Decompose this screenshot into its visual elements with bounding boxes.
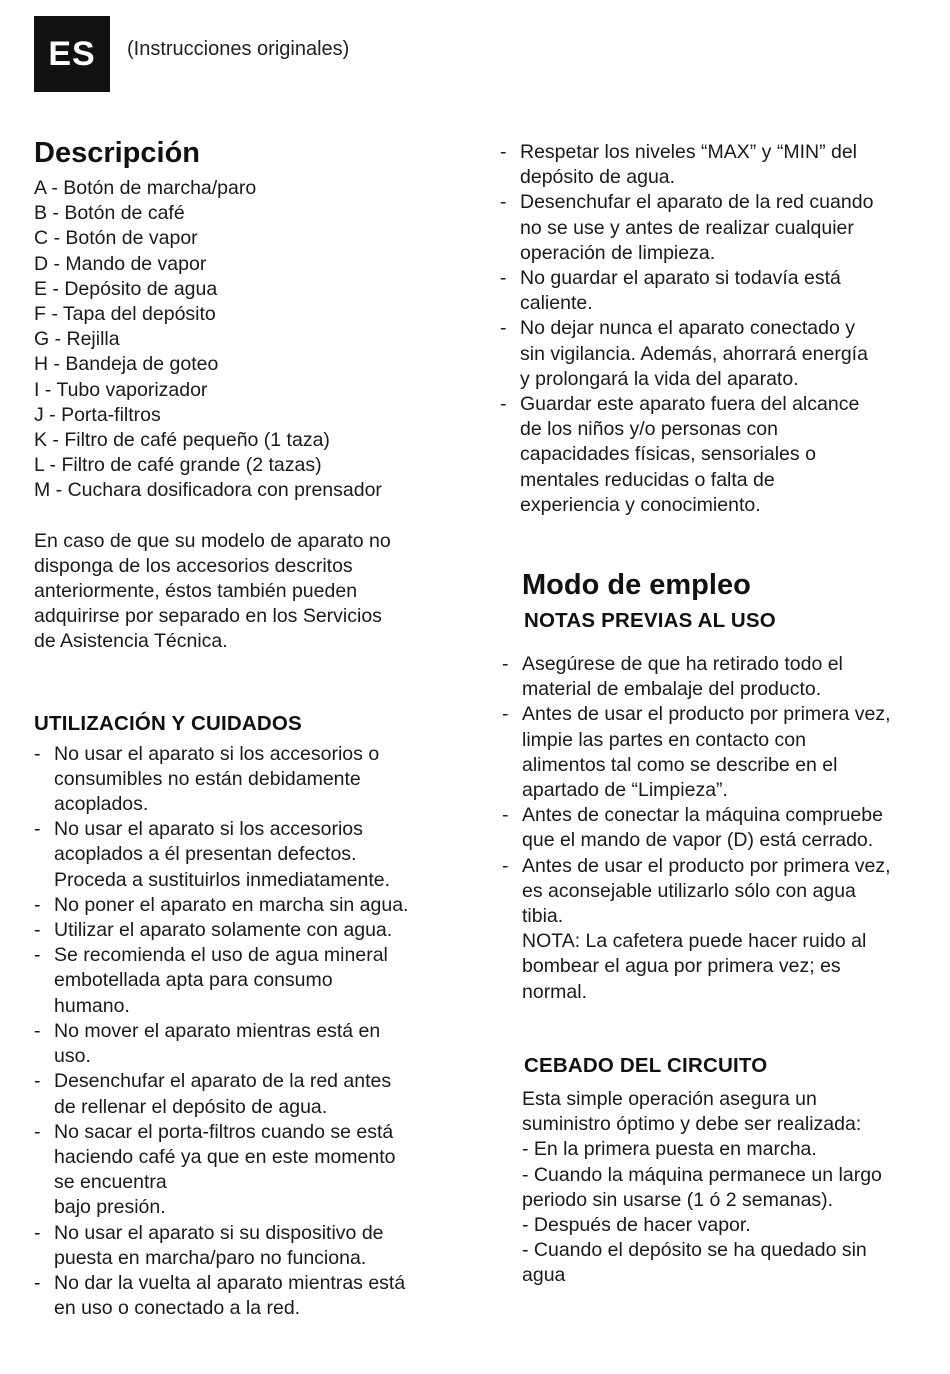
- bullet-line: No sacar el porta-filtros cuando se está: [54, 1120, 394, 1143]
- bullet-line: Antes de usar el producto por primera vez,: [522, 703, 891, 726]
- cebado-line: agua: [522, 1264, 566, 1287]
- bullet-line: bombear el agua por primera vez; es: [522, 955, 841, 978]
- bullet-item: [34, 1019, 474, 1069]
- cebado-title: CEBADO DEL CIRCUITO: [524, 1053, 768, 1077]
- language-code: ES: [48, 34, 96, 73]
- bullet-dash: -: [500, 393, 507, 416]
- bullet-item: [500, 316, 940, 392]
- part-item: A - Botón de marcha/paro: [34, 177, 257, 199]
- bullet-line: embotellada apta para consumo: [54, 969, 333, 992]
- bullet-dash: -: [34, 742, 41, 765]
- bullet-dash: -: [34, 1271, 41, 1294]
- bullet-line: Antes de usar el producto por primera vez,: [522, 854, 891, 877]
- bullet-item: [34, 1221, 474, 1271]
- bullet-line: Desenchufar el aparato de la red antes: [54, 1070, 392, 1093]
- bullet-line: y prolongará la vida del aparato.: [520, 367, 799, 390]
- cebado-line: suministro óptimo y debe ser realizada:: [522, 1113, 862, 1136]
- bullet-line: de rellenar el depósito de agua.: [54, 1095, 328, 1118]
- bullet-dash: -: [502, 653, 509, 676]
- bullet-item: [34, 918, 474, 943]
- bullet-item: [34, 1271, 474, 1321]
- bullet-dash: -: [34, 944, 41, 967]
- right-column: [500, 140, 940, 1289]
- parts-list: [34, 176, 474, 504]
- bullet-dash: -: [34, 1070, 41, 1093]
- bullet-line: normal.: [522, 980, 588, 1003]
- bullet-line: Guardar este aparato fuera del alcance: [520, 393, 860, 416]
- note-line: adquirirse por separado en los Servicios: [34, 605, 382, 628]
- bullet-dash: -: [34, 1221, 41, 1244]
- cebado-line: periodo sin usarse (1 ó 2 semanas).: [522, 1188, 834, 1211]
- left-column: [34, 130, 474, 1321]
- bullet-item: [502, 652, 940, 702]
- note-line: En caso de que su modelo de aparato no: [34, 529, 391, 552]
- bullet-line: de los niños y/o personas con: [520, 418, 778, 441]
- bullet-line: en uso o conectado a la red.: [54, 1297, 301, 1320]
- part-item: D - Mando de vapor: [34, 252, 207, 275]
- part-item: F - Tapa del depósito: [34, 303, 216, 326]
- bullet-line: Se recomienda el uso de agua mineral: [54, 944, 388, 967]
- bullet-item: [500, 190, 940, 266]
- cebado-line: - Cuando el depósito se ha quedado sin: [522, 1239, 867, 1262]
- bullet-line: operación de limpieza.: [520, 241, 716, 264]
- note-line: de Asistencia Técnica.: [34, 630, 228, 653]
- bullet-line: no se use y antes de realizar cualquier: [520, 216, 854, 239]
- part-item: K - Filtro de café pequeño (1 taza): [34, 429, 330, 452]
- accessories-note: [34, 529, 474, 655]
- bullet-dash: -: [34, 1120, 41, 1143]
- cebado-line: - Después de hacer vapor.: [522, 1213, 751, 1236]
- bullet-item: [34, 943, 474, 1019]
- cebado-line: - En la primera puesta en marcha.: [522, 1138, 817, 1161]
- bullet-line: No mover el aparato mientras está en: [54, 1019, 381, 1042]
- bullet-line: es aconsejable utilizarlo sólo con agua: [522, 879, 856, 902]
- bullet-item: [34, 1120, 474, 1221]
- notas-list: [500, 652, 940, 1005]
- utilizacion-list: [34, 742, 474, 1322]
- notas-title: NOTAS PREVIAS AL USO: [524, 609, 776, 633]
- bullet-line: Desenchufar el aparato de la red cuando: [520, 191, 874, 214]
- bullet-dash: -: [502, 703, 509, 726]
- bullet-line: caliente.: [520, 292, 593, 315]
- bullet-line: que el mando de vapor (D) está cerrado.: [522, 829, 874, 852]
- bullet-item: [34, 1069, 474, 1119]
- bullet-line: apartado de “Limpieza”.: [522, 779, 728, 802]
- bullet-item: [34, 893, 474, 918]
- part-item: J - Porta-filtros: [34, 403, 161, 426]
- part-item: E - Depósito de agua: [34, 277, 218, 300]
- part-item: C - Botón de vapor: [34, 227, 198, 250]
- bullet-line: experiencia y conocimiento.: [520, 493, 761, 516]
- bullet-dash: -: [500, 267, 507, 290]
- bullet-item: [500, 140, 940, 190]
- bullet-line: No usar el aparato si los accesorios: [54, 818, 363, 841]
- part-item: M - Cuchara dosificadora con prensador: [34, 479, 382, 502]
- bullet-line: Proceda a sustituirlos inmediatamente.: [54, 868, 391, 891]
- bullet-line: No usar el aparato si los accesorios o: [54, 742, 380, 765]
- bullet-line: depósito de agua.: [520, 166, 676, 189]
- bullet-line: sin vigilancia. Además, ahorrará energía: [520, 342, 868, 365]
- cebado-text: [500, 1087, 940, 1289]
- bullet-line: acoplados.: [54, 793, 149, 816]
- modo-title: Modo de empleo: [522, 569, 751, 602]
- bullet-line: Respetar los niveles “MAX” y “MIN” del: [520, 141, 858, 163]
- part-item: G - Rejilla: [34, 328, 120, 351]
- bullet-line: acoplados a él presentan defectos.: [54, 843, 357, 866]
- bullet-item: [502, 803, 940, 853]
- bullet-line: alimentos tal como se describe en el: [522, 753, 838, 776]
- bullet-line: Asegúrese de que ha retirado todo el: [522, 653, 843, 676]
- bullet-line: NOTA: La cafetera puede hacer ruido al: [522, 930, 867, 953]
- bullet-item: [34, 742, 474, 818]
- bullet-line: consumibles no están debidamente: [54, 767, 361, 790]
- note-line: anteriormente, éstos también pueden: [34, 580, 358, 603]
- bullet-line: haciendo café ya que en este momento: [54, 1145, 396, 1168]
- bullet-dash: -: [502, 854, 509, 877]
- bullet-dash: -: [34, 919, 41, 942]
- cebado-line: - Cuando la máquina permanece un largo: [522, 1163, 882, 1186]
- part-item: L - Filtro de café grande (2 tazas): [34, 454, 322, 477]
- bullet-item: [500, 266, 940, 316]
- bullet-line: mentales reducidas o falta de: [520, 468, 775, 491]
- bullet-line: No dar la vuelta al aparato mientras está: [54, 1271, 406, 1294]
- bullet-dash: -: [500, 191, 507, 214]
- bullet-line: Antes de conectar la máquina compruebe: [522, 804, 883, 827]
- bullet-line: limpie las partes en contacto con: [522, 728, 806, 751]
- bullet-line: material de embalaje del producto.: [522, 678, 822, 701]
- bullet-item: [500, 392, 940, 518]
- bullet-line: Utilizar el aparato solamente con agua.: [54, 919, 393, 942]
- bullet-dash: -: [502, 804, 509, 827]
- bullet-item: [502, 854, 940, 1005]
- bullet-line: tibia.: [522, 905, 564, 928]
- bullet-dash: -: [500, 141, 507, 163]
- document-subtitle: (Instrucciones originales): [127, 38, 350, 60]
- part-item: B - Botón de café: [34, 202, 185, 225]
- bullet-item: [502, 702, 940, 803]
- utilizacion-title: UTILIZACIÓN Y CUIDADOS: [34, 711, 302, 735]
- bullet-line: No poner el aparato en marcha sin agua.: [54, 893, 409, 916]
- cebado-line: Esta simple operación asegura un: [522, 1087, 817, 1110]
- bullet-dash: -: [34, 893, 41, 916]
- bullet-dash: -: [500, 317, 507, 340]
- bullet-line: humano.: [54, 994, 130, 1017]
- part-item: H - Bandeja de goteo: [34, 353, 219, 376]
- bullet-line: No dejar nunca el aparato conectado y: [520, 317, 855, 340]
- bullet-line: No guardar el aparato si todavía está: [520, 267, 841, 290]
- bullet-line: se encuentra: [54, 1171, 167, 1194]
- bullet-item: [34, 817, 474, 893]
- bullet-line: capacidades físicas, sensoriales o: [520, 443, 816, 466]
- note-line: disponga de los accesorios descritos: [34, 554, 353, 577]
- bullet-line: No usar el aparato si su dispositivo de: [54, 1221, 384, 1244]
- bullet-line: bajo presión.: [54, 1196, 166, 1219]
- safety-list-continued: [500, 140, 940, 518]
- description-title: Descripción: [34, 137, 200, 169]
- bullet-line: puesta en marcha/paro no funciona.: [54, 1246, 367, 1269]
- bullet-line: uso.: [54, 1045, 91, 1068]
- language-badge: [34, 16, 110, 92]
- bullet-dash: -: [34, 818, 41, 841]
- bullet-dash: -: [34, 1019, 41, 1042]
- part-item: I - Tubo vaporizador: [34, 378, 208, 401]
